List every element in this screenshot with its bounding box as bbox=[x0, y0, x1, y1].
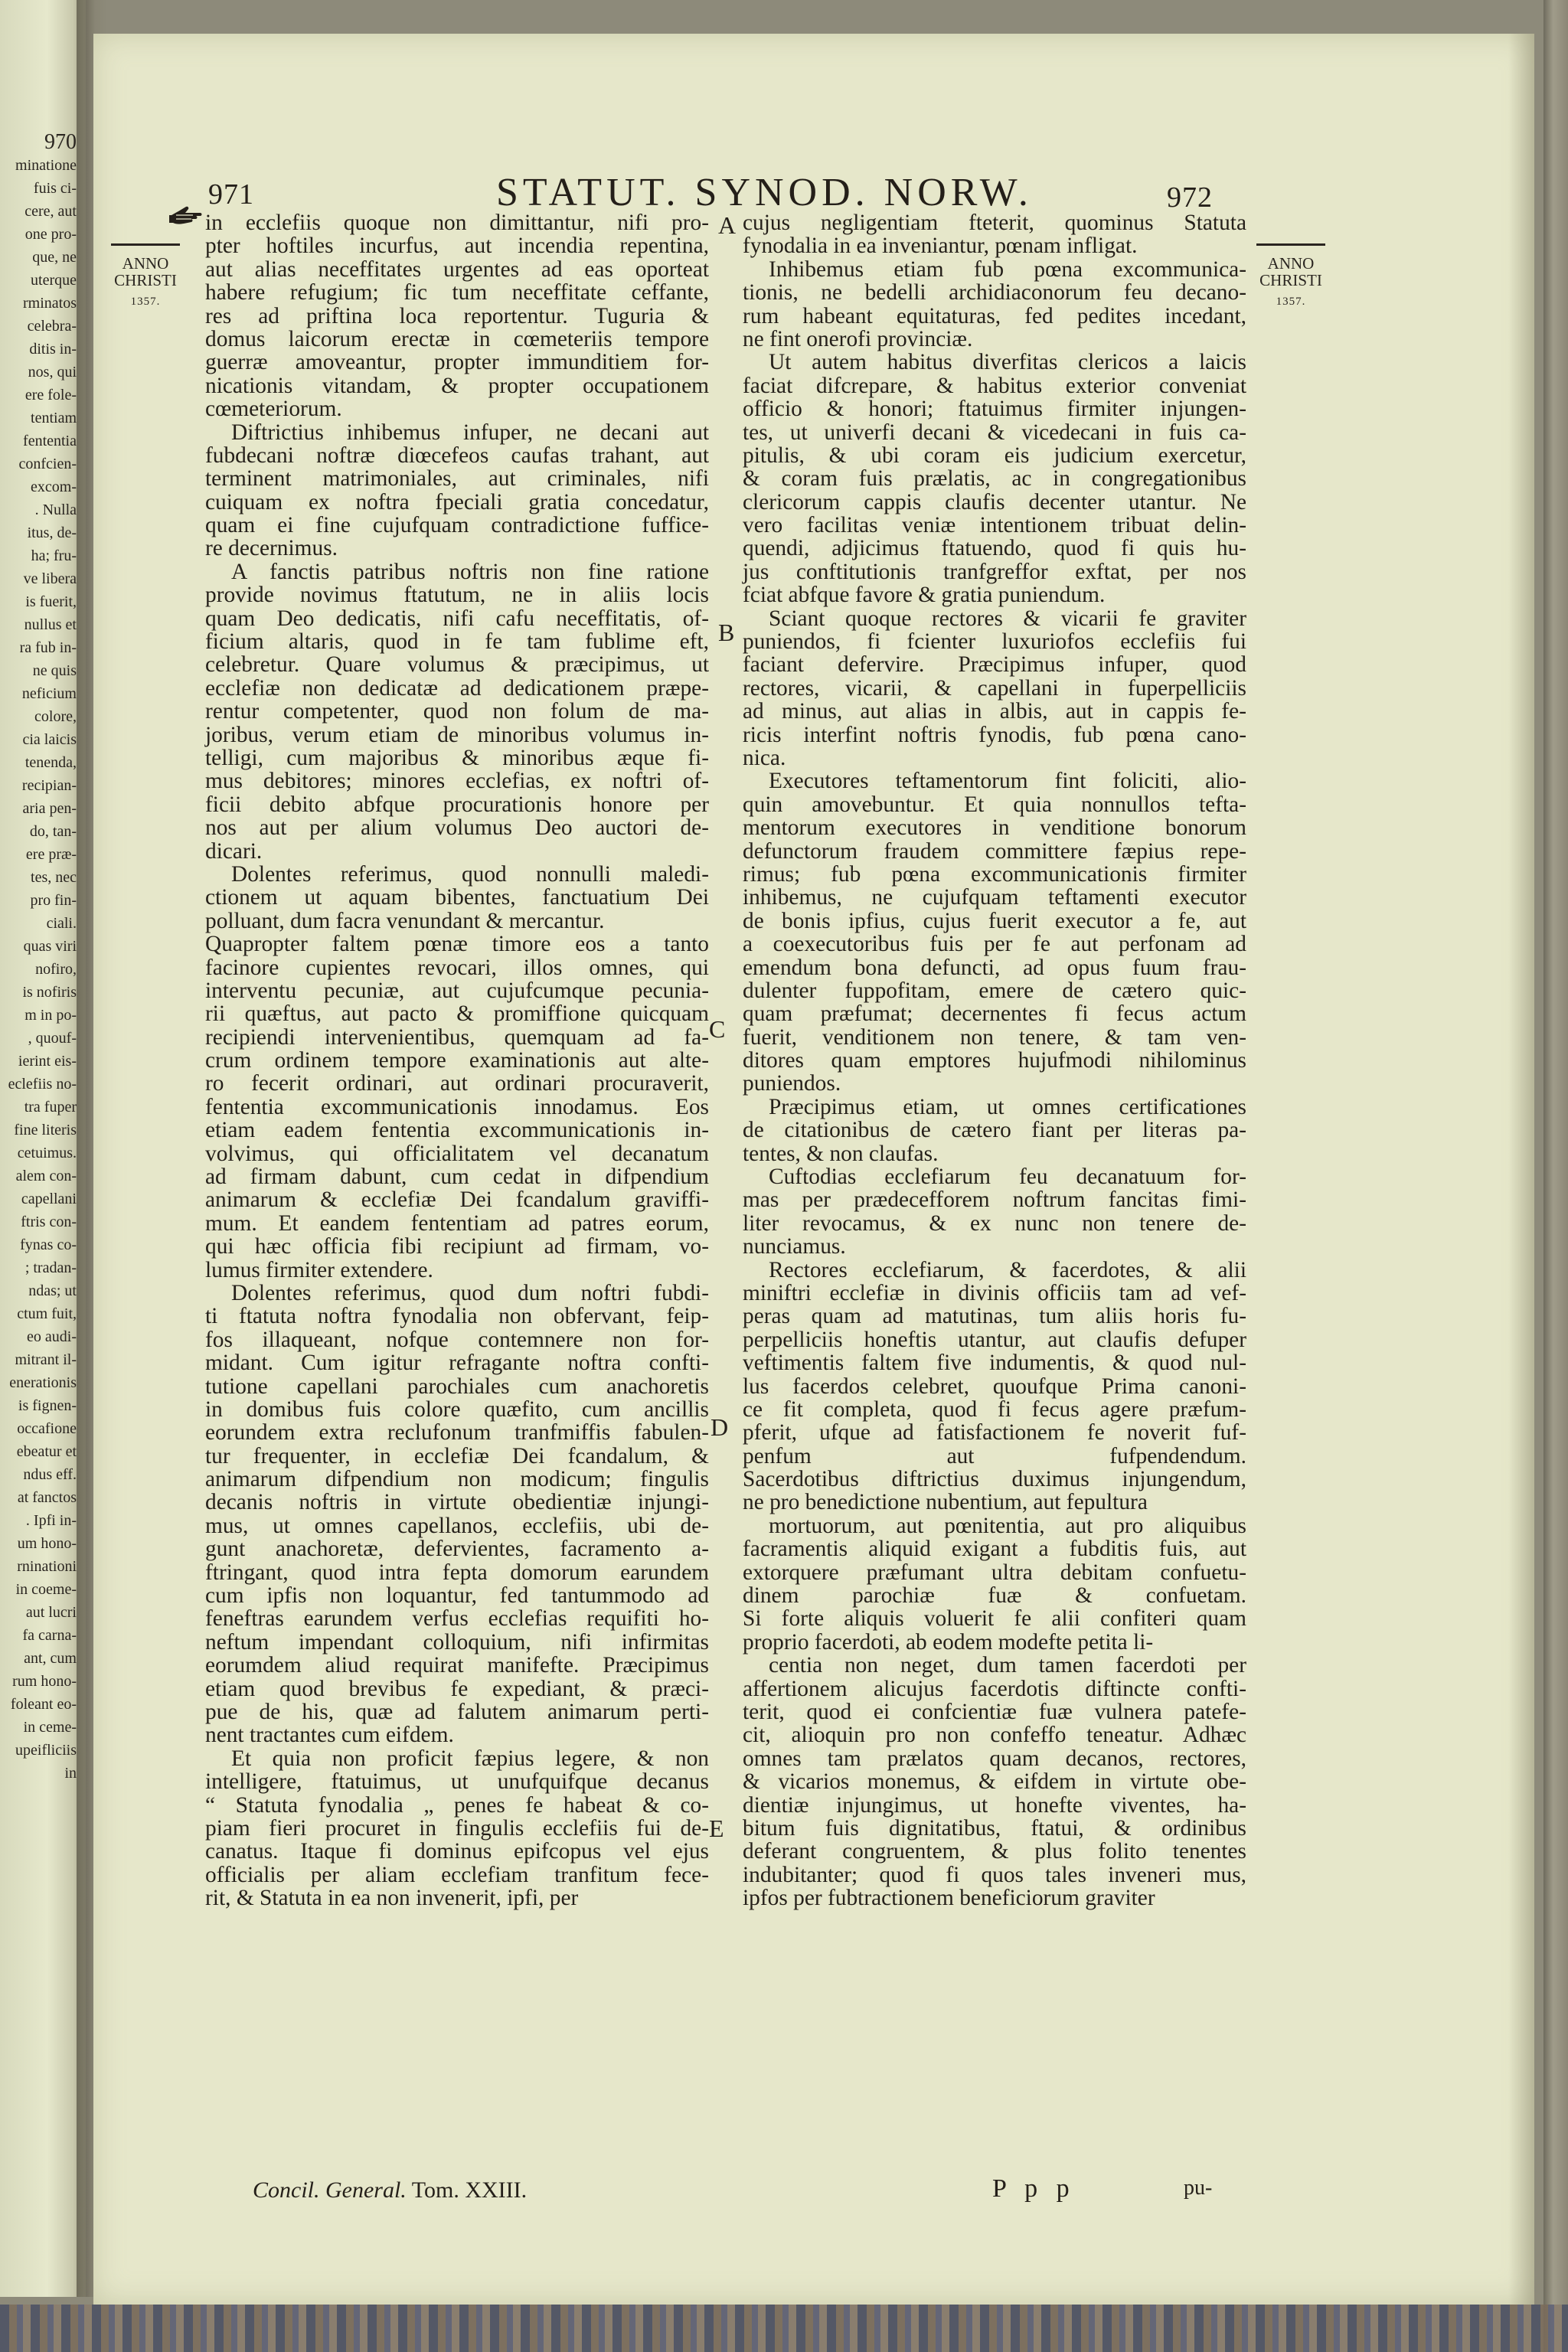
text-line: nent tractantes cum eifdem. bbox=[205, 1723, 454, 1748]
section-letter-b: B bbox=[718, 619, 735, 646]
margin-note-right-christi: CHRISTI bbox=[1259, 271, 1322, 289]
text-line: Dolentes referimus, quod dum noftri fubdi- bbox=[231, 1280, 709, 1305]
facing-page-fragment-line: ciali. bbox=[46, 915, 77, 932]
pointing-hand-icon bbox=[168, 205, 202, 225]
facing-page-fragment-line: nofiro, bbox=[35, 961, 77, 978]
text-line: quam ei fine cujufquam contradictione fuffice- bbox=[205, 513, 709, 538]
text-line: cum ipfis non loquantur, fed tantummodo ad bbox=[205, 1583, 709, 1609]
text-line: ipfos per fubtractionem beneficiorum graviter bbox=[743, 1886, 1155, 1911]
text-line: mus debitores; minores ecclefias, ex noftri of- bbox=[205, 769, 709, 794]
facing-page-fragment-line: rninationi bbox=[17, 1558, 77, 1575]
text-line: a coexecutoribus fuis per fe aut perfonam ad bbox=[743, 932, 1246, 957]
facing-page-fragment-line: pro fin- bbox=[30, 892, 77, 909]
text-line: cit, alioquin pro non confeffo teneatur. Adhæc bbox=[743, 1723, 1246, 1748]
text-line: aut alias neceffitates urgentes ad eas oporteat bbox=[205, 256, 709, 282]
footer-citation-title: Concil. General. bbox=[253, 2177, 407, 2203]
facing-page-fragment-line: confcien- bbox=[18, 456, 77, 472]
text-line: neftum impendant colloquium, nifi infirmitas bbox=[205, 1629, 709, 1655]
facing-page-fragment-line: nullus et bbox=[24, 616, 77, 633]
facing-page-fragment-line: neficium bbox=[21, 685, 77, 702]
text-line: Quapropter faltem pœnæ timore eos a tanto bbox=[205, 932, 709, 957]
facing-page-fragment-line: excom- bbox=[31, 479, 77, 495]
text-line: dulenter fuppofitam, emere de cætero quic- bbox=[743, 978, 1246, 1003]
text-line: “ Statuta fynodalia „ penes fe habeat & co- bbox=[205, 1792, 709, 1818]
text-line: tes, ut univerfi decani & vicedecani in fuis ca- bbox=[743, 420, 1246, 445]
running-header bbox=[115, 144, 1432, 214]
text-line: defunctorum fraudem committere fæpius repe- bbox=[743, 838, 1246, 864]
text-line: habere refugium; fic tum neceffitate ceffante, bbox=[205, 280, 709, 305]
text-line: nica. bbox=[743, 745, 786, 770]
text-line: volvimus, qui officialitatem vel decanatum bbox=[205, 1141, 709, 1166]
text-line: tutione capellani parochiales cum anachoretis bbox=[205, 1374, 709, 1399]
facing-page-fragment-line: ; tradan- bbox=[24, 1259, 77, 1276]
text-line: piam fieri procuret in fingulis ecclefiis fui de- bbox=[205, 1815, 709, 1841]
facing-page-fragment-line: que, ne bbox=[32, 249, 77, 266]
text-line: intelligere, ftatuimus, ut unufquifque decanus bbox=[205, 1769, 709, 1795]
text-line: ficium altaris, quod in fe tam fublime eft, bbox=[205, 629, 709, 655]
text-line: rentur competenter, quod non folum de ma- bbox=[205, 699, 709, 724]
facing-page-fragment-line: ctum fuit, bbox=[17, 1305, 77, 1322]
text-line: recipiendi intervenientibus, quemquam ad fa- bbox=[205, 1024, 709, 1050]
facing-page-fragment-line: one pro- bbox=[24, 226, 77, 243]
text-line: pitulis, & ubi coram eis judicium exercetur, bbox=[743, 443, 1246, 468]
text-line: rii quæftus, aut pacto & promiffione quicquam bbox=[205, 1001, 709, 1027]
facing-page-fragment-line: alem con- bbox=[15, 1168, 77, 1184]
margin-rule-right bbox=[1256, 243, 1325, 246]
text-line: Dolentes referimus, quod nonnulli maledi- bbox=[231, 861, 709, 887]
margin-note-left-christi: CHRISTI bbox=[114, 271, 177, 289]
text-line: affertionem alicujus facerdotis diftincte confti- bbox=[743, 1676, 1246, 1701]
margin-note-left-year: 1357. bbox=[130, 296, 161, 308]
margin-note-right-year: 1357. bbox=[1276, 296, 1306, 308]
facing-page-fragment-line: eo audi- bbox=[27, 1328, 77, 1345]
text-line: centia non neget, dum tamen facerdoti per bbox=[769, 1653, 1246, 1678]
text-line: ro fecerit ordinari, aut ordinari procuraverit, bbox=[205, 1071, 709, 1096]
facing-page-fragment-line: ra fub in- bbox=[19, 639, 77, 656]
facing-page-fragment-line: ere præ- bbox=[25, 846, 77, 863]
text-line: ne fint onerofi provinciæ. bbox=[743, 326, 973, 351]
section-letter-e: E bbox=[709, 1815, 724, 1842]
text-line: inhibemus, ne cujufquam teftamenti executor bbox=[743, 885, 1246, 910]
facing-page-fragment-line: cere, aut bbox=[24, 203, 77, 220]
text-line: decanis noftris in virtute obedientiæ injungi- bbox=[205, 1490, 709, 1515]
text-line: pferit, ufque ad fatisfactionem fe noverit fuf- bbox=[743, 1420, 1246, 1446]
facing-page-fragment-line: eclefiis no- bbox=[8, 1076, 77, 1093]
facing-page-fragment-line: ebeatur et bbox=[16, 1443, 77, 1460]
facing-page-fragment-line: colore, bbox=[34, 708, 77, 725]
text-line: celebretur. Quare volumus & præcipimus, ut bbox=[205, 652, 709, 678]
text-line: dientiæ injungimus, ut honefte viventes, ha- bbox=[743, 1792, 1246, 1818]
facing-page-fragment-line: at fanctos bbox=[17, 1489, 77, 1506]
text-line: qui hæc officia fibi recipiunt ad firmam, vo- bbox=[205, 1234, 709, 1259]
facing-page-fragment-line: ierint eis- bbox=[18, 1053, 77, 1070]
text-line: liter revocamus, & ex nunc non tenere de- bbox=[743, 1210, 1246, 1236]
text-line: peras quam ad matutinas, tum aliis horis fu- bbox=[743, 1304, 1246, 1329]
text-line: quendi, adjicimus ftatuendo, quod fi quis hu- bbox=[743, 536, 1246, 561]
facing-page-fragment-line: ne quis bbox=[32, 662, 77, 679]
text-line: lumus firmiter extendere. bbox=[205, 1257, 433, 1282]
text-line: Præcipimus etiam, ut omnes certificationes bbox=[769, 1094, 1246, 1119]
facing-page-fragment-line: itus, de- bbox=[27, 524, 77, 541]
text-line: ti ftatuta noftra fynodalia non obfervant, feip- bbox=[205, 1304, 709, 1329]
facing-page-fragment-line: celebra- bbox=[27, 318, 77, 335]
text-line: ecclefiæ non dedicatæ ad dedicationem præpe- bbox=[205, 675, 709, 701]
text-line: bitum fuis dignitatibus, ftatui, & ordinibus bbox=[743, 1815, 1246, 1841]
text-line: deferant congruentem, & plus folito tenentes bbox=[743, 1839, 1246, 1864]
facing-page-fragment-line: ndus eff. bbox=[23, 1466, 77, 1483]
facing-page-fragment-line: capellani bbox=[21, 1191, 77, 1207]
text-line: tionis, ne bedelli archidiaconorum feu decano- bbox=[743, 280, 1246, 305]
text-line: nunciamus. bbox=[743, 1234, 846, 1259]
text-line: faciat difcrepare, & habitus exterior conveniat bbox=[743, 373, 1246, 398]
facing-page-fragment-line: do, tan- bbox=[29, 823, 77, 840]
facing-page-fragment-line: foleant eo- bbox=[10, 1696, 77, 1713]
text-line: A fanctis patribus noftris non fine ratione bbox=[231, 559, 709, 584]
facing-page-fragment-line: fuis ci- bbox=[33, 180, 77, 197]
facing-page-fragment-line: . Nulla bbox=[34, 501, 77, 518]
signature-mark: P p p bbox=[992, 2174, 1076, 2203]
section-letter-d: D bbox=[710, 1413, 729, 1441]
text-line: fuerit, venditionem non tenere, & tam ven- bbox=[743, 1024, 1246, 1050]
text-line: mortuorum, aut pœnitentia, aut pro aliquibus bbox=[769, 1513, 1246, 1538]
text-line: animarum & ecclefiæ Dei fcandalum graviffi- bbox=[205, 1187, 709, 1213]
text-column-right bbox=[743, 211, 1246, 1910]
facing-page-fragment-line: quas viri bbox=[23, 938, 77, 955]
text-line: terminent matrimoniales, aut criminales, nifi bbox=[205, 466, 709, 492]
text-line: feneftras earundem verfus ecclefias requifiti ho- bbox=[205, 1606, 709, 1632]
facing-page-fragment-line: is nofiris bbox=[22, 984, 77, 1001]
text-line: rum habeant equitaturas, fed pedites incedant, bbox=[743, 303, 1246, 328]
facing-page-fragment-line: mitrant il- bbox=[15, 1351, 77, 1368]
text-line: ficii debito abfque procurationis honore per bbox=[205, 792, 709, 817]
facing-page-fragment bbox=[0, 0, 86, 2297]
text-line: facramentis aliquid exigant a fubditis fuis, aut bbox=[743, 1537, 1246, 1562]
text-line: re decernimus. bbox=[205, 536, 338, 561]
text-line: penfum aut fufpendendum. bbox=[743, 1443, 1246, 1468]
text-line: ditores quam emptores hujufmodi nihilominus bbox=[743, 1048, 1246, 1073]
text-line: proprio facerdoti, ab eodem modefte petita li- bbox=[743, 1629, 1154, 1655]
text-line: ad firmam dabunt, cum cedat in difpendium bbox=[205, 1165, 709, 1190]
text-line: & coram fuis prælatis, ac in congregationibus bbox=[743, 466, 1246, 492]
text-line: tur frequenter, in ecclefiæ Dei fcandalum, & bbox=[205, 1443, 709, 1468]
text-line: quam Deo dedicatis, nifi cafu neceffitatis, of- bbox=[205, 606, 709, 631]
facing-page-fragment-line: occafione bbox=[17, 1420, 77, 1437]
text-line: fciat abfque favore & gratia puniendum. bbox=[743, 583, 1106, 608]
facing-page-fragment-line: ant, cum bbox=[24, 1650, 77, 1667]
text-line: cuiquam ex noftra fpeciali gratia concedatur, bbox=[205, 489, 709, 514]
facing-page-fragment-line: rum hono- bbox=[12, 1673, 77, 1690]
facing-page-fragment-line: ditis in- bbox=[29, 341, 77, 358]
footer-citation bbox=[253, 2177, 527, 2203]
running-title: STATUT. SYNOD. NORW. bbox=[496, 171, 1033, 214]
text-line: midant. Cum igitur refragante noftra confti- bbox=[205, 1351, 709, 1376]
text-line: etiam quod brevibus fe expediant, & præci- bbox=[205, 1676, 709, 1701]
text-line: mas per prædecefforem noftrum fancitas fimi- bbox=[743, 1187, 1246, 1213]
facing-page-number: 970 bbox=[44, 130, 77, 154]
text-line: rimus; fub pœna excommunicationis firmiter bbox=[743, 861, 1246, 887]
facing-page-fragment-line: tentiam bbox=[31, 410, 77, 426]
text-line: tentes, & non claufas. bbox=[743, 1141, 939, 1166]
text-line: lus facerdos celebret, quoufque Prima canoni- bbox=[743, 1374, 1246, 1399]
facing-page-fragment-line: tes, nec bbox=[31, 869, 77, 886]
text-line: jus conftitutionis tranfgreffor exftat, per nos bbox=[743, 559, 1246, 584]
text-line: domus laicorum erectæ in cœmeteriis tempore bbox=[205, 326, 709, 351]
text-line: officialis per aliam ecclefiam tranfitum fece- bbox=[205, 1862, 709, 1887]
text-line: Diftrictius inhibemus infuper, ne decani aut bbox=[231, 420, 709, 445]
text-line: Sacerdotibus diftrictius duximus injungendum, bbox=[743, 1467, 1246, 1492]
text-line: Inhibemus etiam fub pœna excommunica- bbox=[769, 256, 1246, 282]
text-line: fententia excommunicationis innodamus. Eos bbox=[205, 1094, 709, 1119]
text-line: nicationis vitandam, & propter occupationem bbox=[205, 373, 709, 398]
text-line: puniendos. bbox=[743, 1071, 841, 1096]
text-line: Ut autem habitus diverfitas clericos a laicis bbox=[769, 350, 1246, 375]
text-line: vero facilitas veniæ intentionem tribuat delin- bbox=[743, 513, 1246, 538]
text-line: pter hoftiles incurfus, aut incendia repentina, bbox=[205, 234, 709, 259]
text-line: Cuftodias ecclefiarum feu decanatuum for- bbox=[769, 1165, 1246, 1190]
facing-page-fragment-line: ve libera bbox=[23, 570, 77, 587]
text-line: omnes tam prælatos quam decanos, rectores, bbox=[743, 1746, 1246, 1771]
text-line: mus, ut omnes capellanos, ecclefiis, ubi de- bbox=[205, 1513, 709, 1538]
text-line: fubdecani noftræ diœcefeos caufas trahant, aut bbox=[205, 443, 709, 468]
text-line: extorquere præfumant ultra debitam confuetu- bbox=[743, 1560, 1246, 1585]
facing-page-fragment-line: aut lucri bbox=[25, 1604, 77, 1621]
text-line: dinem parochiæ fuæ & confuetam. bbox=[743, 1583, 1246, 1609]
facing-page-fragment-line: rminatos bbox=[23, 295, 77, 312]
facing-page-fragment-line: minatione bbox=[15, 157, 77, 174]
text-line: Et quia non proficit fæpius legere, & non bbox=[231, 1746, 709, 1771]
text-line: cœmeteriorum. bbox=[205, 397, 342, 422]
text-line: crum ordinem tempore examinationis aut alte- bbox=[205, 1048, 709, 1073]
text-line: officio & honori; ftatuimus firmiter injungen- bbox=[743, 397, 1246, 422]
text-line: gunt anachoretæ, defervientes, facramento a- bbox=[205, 1537, 709, 1562]
facing-page-fragment-line: ere fole- bbox=[24, 387, 77, 403]
facing-page-fragment-line: recipian- bbox=[21, 777, 77, 794]
text-line: Executores teftamentorum fint foliciti, alio- bbox=[769, 769, 1246, 794]
facing-page-fragment-line: cia laicis bbox=[22, 731, 77, 748]
book-cover-edge bbox=[1544, 0, 1568, 2352]
text-line: in domibus fuis colore quæfito, cum ancillis bbox=[205, 1396, 709, 1422]
text-line: terit, quod ei confcientiæ fuæ vulnera patefe- bbox=[743, 1700, 1246, 1724]
text-line: Si forte aliquis voluerit fe alii confiteri quam bbox=[743, 1606, 1246, 1632]
facing-page-fragment-line: in coeme- bbox=[15, 1581, 77, 1598]
text-line: ricis interfint noftris fynodis, fub pœna cano- bbox=[743, 722, 1246, 747]
facing-page-fragment-line: . Ipfi in- bbox=[25, 1512, 77, 1529]
margin-rule-left bbox=[111, 243, 180, 246]
margin-note-right-anno: ANNO bbox=[1267, 254, 1315, 273]
facing-page-fragment-line: tenenda, bbox=[24, 754, 77, 771]
facing-page-fragment-line: nos, qui bbox=[28, 364, 77, 381]
text-line: interventu pecuniæ, aut cujufcumque pecunia- bbox=[205, 978, 709, 1003]
text-line: dicari. bbox=[205, 838, 263, 864]
facing-page-fragment-line: cetuimus. bbox=[17, 1145, 77, 1161]
text-line: & vicarios monemus, & eifdem in virtute obe- bbox=[743, 1769, 1246, 1795]
text-line: mum. Et eandem fententiam ad patres eorum, bbox=[205, 1210, 709, 1236]
text-line: ce fit completa, quod fi fecus agere præfum- bbox=[743, 1396, 1246, 1422]
text-line: veftimentis faltem five indumentis, & quod nul- bbox=[743, 1351, 1246, 1376]
facing-page-fragment-line: is fignen- bbox=[18, 1397, 77, 1414]
catchword: pu- bbox=[1184, 2176, 1213, 2200]
text-line: quin amovebuntur. Et quia nonnullos tefta- bbox=[743, 792, 1246, 817]
section-letter-a: A bbox=[718, 211, 737, 239]
facing-page-fragment-line: ndas; ut bbox=[28, 1282, 77, 1299]
facing-page-fragment-line: tra fuper bbox=[24, 1099, 77, 1116]
section-letter-c: C bbox=[709, 1015, 726, 1043]
text-line: puniendos, fi fcienter luxuriofos ecclefiis fui bbox=[743, 629, 1246, 655]
text-line: joribus, verum etiam de minoribus volumus in- bbox=[205, 722, 709, 747]
text-line: nos aut per alium volumus Deo auctori de- bbox=[205, 815, 709, 841]
text-line: indubitanter; quod fi quos tales inveneri mus, bbox=[743, 1862, 1246, 1887]
facing-page-fragment-line: fententia bbox=[23, 433, 77, 449]
text-line: Sciant quoque rectores & vicarii fe graviter bbox=[769, 606, 1246, 631]
text-line: Rectores ecclefiarum, & facerdotes, & alii bbox=[769, 1257, 1246, 1282]
text-line: telligi, cum majoribus & minoribus æque fi- bbox=[205, 745, 709, 770]
text-line: perpelliciis honeftis utantur, aut claufis defuper bbox=[743, 1327, 1246, 1352]
text-line: eorumdem aliud requirat manifefte. Præcipimus bbox=[205, 1653, 709, 1678]
page-number-right: 972 bbox=[1167, 181, 1213, 214]
facing-page-fragment-line: ha; fru- bbox=[31, 547, 77, 564]
text-line: fynodalia in ea inveniantur, pœnam infligat. bbox=[743, 234, 1138, 259]
facing-page-fragment-line: upeifliciis bbox=[15, 1742, 77, 1759]
page-number-left: 971 bbox=[208, 178, 254, 211]
text-line: res ad priftina loca reportentur. Tuguria & bbox=[205, 303, 709, 328]
text-line: rectores, vicarii, & capellani in fuperpelliciis bbox=[743, 675, 1246, 701]
text-line: cujus negligentiam fteterit, quominus Statuta bbox=[743, 211, 1246, 235]
facing-page-fragment-line: fynas co- bbox=[20, 1236, 77, 1253]
facing-page-fragment-line: is fuerit, bbox=[25, 593, 77, 610]
text-line: miniftri ecclefiæ in divinis officiis tam ad vef- bbox=[743, 1280, 1246, 1305]
facing-page-fragment-line: aria pen- bbox=[22, 800, 77, 817]
text-line: ftringant, quod intra fepta domorum earundem bbox=[205, 1560, 709, 1585]
text-line: fos illaqueant, nofque contemnere non for- bbox=[205, 1327, 709, 1352]
background-floor bbox=[0, 2305, 1568, 2352]
text-line: pue de his, quæ ad falutem animarum perti- bbox=[205, 1700, 709, 1724]
page-edge-shade bbox=[1508, 34, 1534, 2305]
text-line: ad minus, aut alias in albis, aut in cappis fe- bbox=[743, 699, 1246, 724]
facing-page-fragment-line: uterque bbox=[31, 272, 77, 289]
text-line: canatus. Itaque fi dominus epifcopus vel ejus bbox=[205, 1839, 709, 1864]
text-line: eorundem extra reclufonum tranfmiffis fabulen- bbox=[205, 1420, 709, 1446]
text-line: mentorum executores in venditione bonorum bbox=[743, 815, 1246, 841]
text-line: guerræ amoveantur, propter immunditiem for- bbox=[205, 350, 709, 375]
facing-page-fragment-line: ftris con- bbox=[21, 1214, 77, 1230]
facing-page-fragment-line: um hono- bbox=[17, 1535, 77, 1552]
text-line: emendum bona defuncti, ad opus fuum frau- bbox=[743, 955, 1246, 980]
text-line: ctionem ut aquam bibentes, fanctuatium Dei bbox=[205, 885, 709, 910]
text-line: facinore cupientes revocari, illos omnes, qui bbox=[205, 955, 709, 980]
text-line: ne pro benedictione nubentium, aut fepultura bbox=[743, 1490, 1148, 1515]
facing-page-fragment-line: , quouf- bbox=[28, 1030, 77, 1047]
footer-tome: Tom. XXIII. bbox=[411, 2177, 528, 2203]
text-line: de bonis ipfius, cujus fuerit executor a fe, aut bbox=[743, 908, 1246, 933]
margin-note-right bbox=[1254, 243, 1328, 310]
text-line: rit, & Statuta in ea non invenerit, ipfi, per bbox=[205, 1886, 579, 1911]
margin-note-left-anno: ANNO bbox=[122, 254, 169, 273]
facing-page-fragment-line: fa carna- bbox=[22, 1627, 77, 1644]
text-line: provide novimus ftatutum, ne in aliis locis bbox=[205, 583, 709, 608]
text-line: etiam eadem fententia excommunicationis in- bbox=[205, 1118, 709, 1143]
facing-page-fragment-line: enerationis bbox=[9, 1374, 77, 1391]
facing-page-fragment-line: fine literis bbox=[14, 1122, 77, 1138]
facing-page-fragment-line: m in po- bbox=[24, 1007, 77, 1024]
text-line: in ecclefiis quoque non dimittantur, nifi pro- bbox=[205, 211, 709, 235]
margin-note-left bbox=[109, 243, 182, 310]
text-line: clericorum cappis claufis decenter utantur. Ne bbox=[743, 489, 1246, 514]
text-line: quam præfumat; decernentes fi fecus actum bbox=[743, 1001, 1246, 1027]
text-column-left bbox=[205, 211, 709, 1910]
facing-page-fragment-line: in bbox=[64, 1765, 77, 1782]
text-line: polluant, dum facra venundant & mercantur. bbox=[205, 908, 605, 933]
text-line: animarum difpendium non modicum; fingulis bbox=[205, 1467, 709, 1492]
text-line: faciant defervire. Præcipimus infuper, quod bbox=[743, 652, 1246, 678]
text-line: de citationibus de cætero fiant per literas pa- bbox=[743, 1118, 1246, 1143]
facing-page-fragment-line: in ceme- bbox=[23, 1719, 77, 1736]
